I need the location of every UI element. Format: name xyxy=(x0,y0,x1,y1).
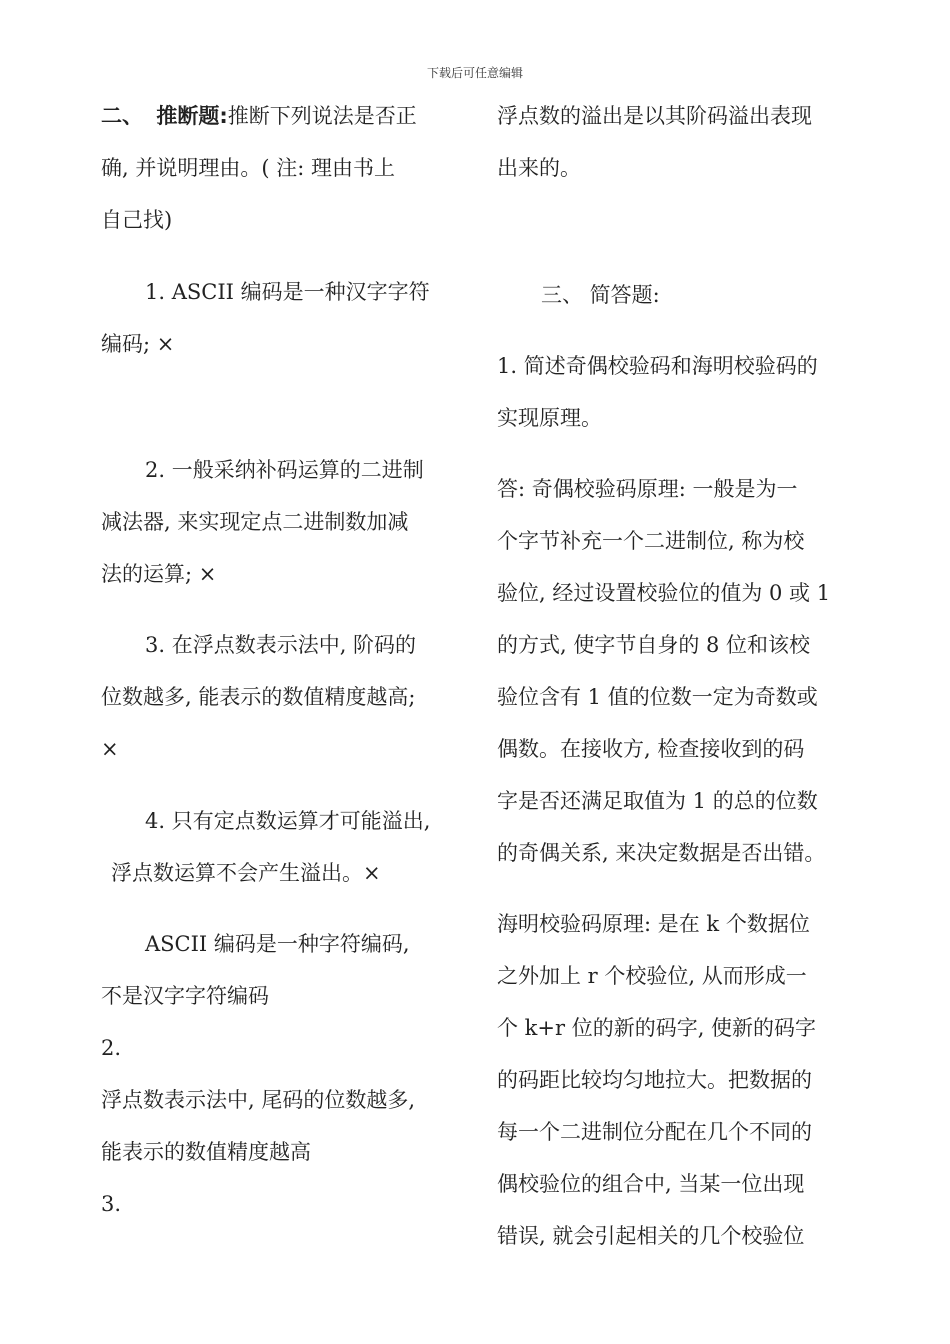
page-header: 下载后可任意编辑 xyxy=(426,66,523,80)
parity-answer-line7: 字是否还满足取值为 1 的总的位数 xyxy=(497,789,818,813)
question1-line2: 实现原理。 xyxy=(497,406,602,430)
parity-answer-line3: 验位, 经过设置校验位的值为 0 或 1 xyxy=(497,581,831,605)
continuation-line1: 浮点数的溢出是以其阶码溢出表现 xyxy=(497,104,812,128)
parity-answer-line4: 的方式, 使字节自身的 8 位和该校 xyxy=(497,633,811,657)
item4-line2: 浮点数运算不会产生溢出。× xyxy=(111,861,381,885)
parity-answer-line8: 的奇偶关系, 来决定数据是否出错。 xyxy=(497,841,826,865)
item1-line2: 编码; × xyxy=(101,332,175,356)
hamming-answer-line7: 错误, 就会引起相关的几个校验位 xyxy=(497,1224,805,1248)
hamming-answer-line5: 每一个二进制位分配在几个不同的 xyxy=(497,1120,812,1144)
item4-line1: 4. 只有定点数运算才可能溢出, xyxy=(145,809,431,833)
item1-line1: 1. ASCII 编码是一种汉字字符 xyxy=(145,280,430,304)
parity-answer-line2: 个字节补充一个二进制位, 称为校 xyxy=(497,529,805,553)
item2-line2: 减法器, 来实现定点二进制数加减 xyxy=(101,510,409,534)
item2-line1: 2. 一般采纳补码运算的二进制 xyxy=(145,458,424,482)
section2-heading-line1 xyxy=(101,90,417,142)
question1-line1: 1. 简述奇偶校验码和海明校验码的 xyxy=(497,354,818,378)
hamming-answer-line1: 海明校验码原理: 是在 k 个数据位 xyxy=(497,912,810,936)
item2-line3: 法的运算; × xyxy=(101,562,217,586)
section2-intro: 推断下列说法是否正 xyxy=(227,104,417,128)
section2-line3: 自己找) xyxy=(101,208,173,232)
answer2-line1: 浮点数表示法中, 尾码的位数越多, xyxy=(101,1088,416,1112)
section3-heading: 三、 简答题: xyxy=(541,283,660,307)
hamming-answer-line6: 偶校验位的组合中, 当某一位出现 xyxy=(497,1172,805,1196)
continuation-line2: 出来的。 xyxy=(497,156,581,180)
section2-title: 推断题: xyxy=(156,104,228,128)
parity-answer-line1: 答: 奇偶校验码原理: 一般是为一 xyxy=(497,477,798,501)
hamming-answer-line2: 之外加上 r 个校验位, 从而形成一 xyxy=(497,964,807,988)
answer3-number: 3. xyxy=(101,1192,122,1216)
parity-answer-line5: 验位含有 1 值的位数一定为奇数或 xyxy=(497,685,818,709)
answer2-number: 2. xyxy=(101,1036,122,1060)
hamming-answer-line3: 个 k+r 位的新的码字, 使新的码字 xyxy=(497,1016,817,1040)
section2-label: 二、 xyxy=(101,104,143,128)
item3-line3: × xyxy=(101,737,119,761)
answer1-line1: ASCII 编码是一种字符编码, xyxy=(145,932,410,956)
item3-line1: 3. 在浮点数表示法中, 阶码的 xyxy=(145,633,417,657)
hamming-answer-line4: 的码距比较均匀地拉大。把数据的 xyxy=(497,1068,812,1092)
item3-line2: 位数越多, 能表示的数值精度越高; xyxy=(101,685,416,709)
parity-answer-line6: 偶数。在接收方, 检查接收到的码 xyxy=(497,737,805,761)
answer2-line2: 能表示的数值精度越高 xyxy=(101,1140,311,1164)
answer1-line2: 不是汉字字符编码 xyxy=(101,984,269,1008)
section2-line2: 确, 并说明理由。( 注: 理由书上 xyxy=(101,156,395,180)
